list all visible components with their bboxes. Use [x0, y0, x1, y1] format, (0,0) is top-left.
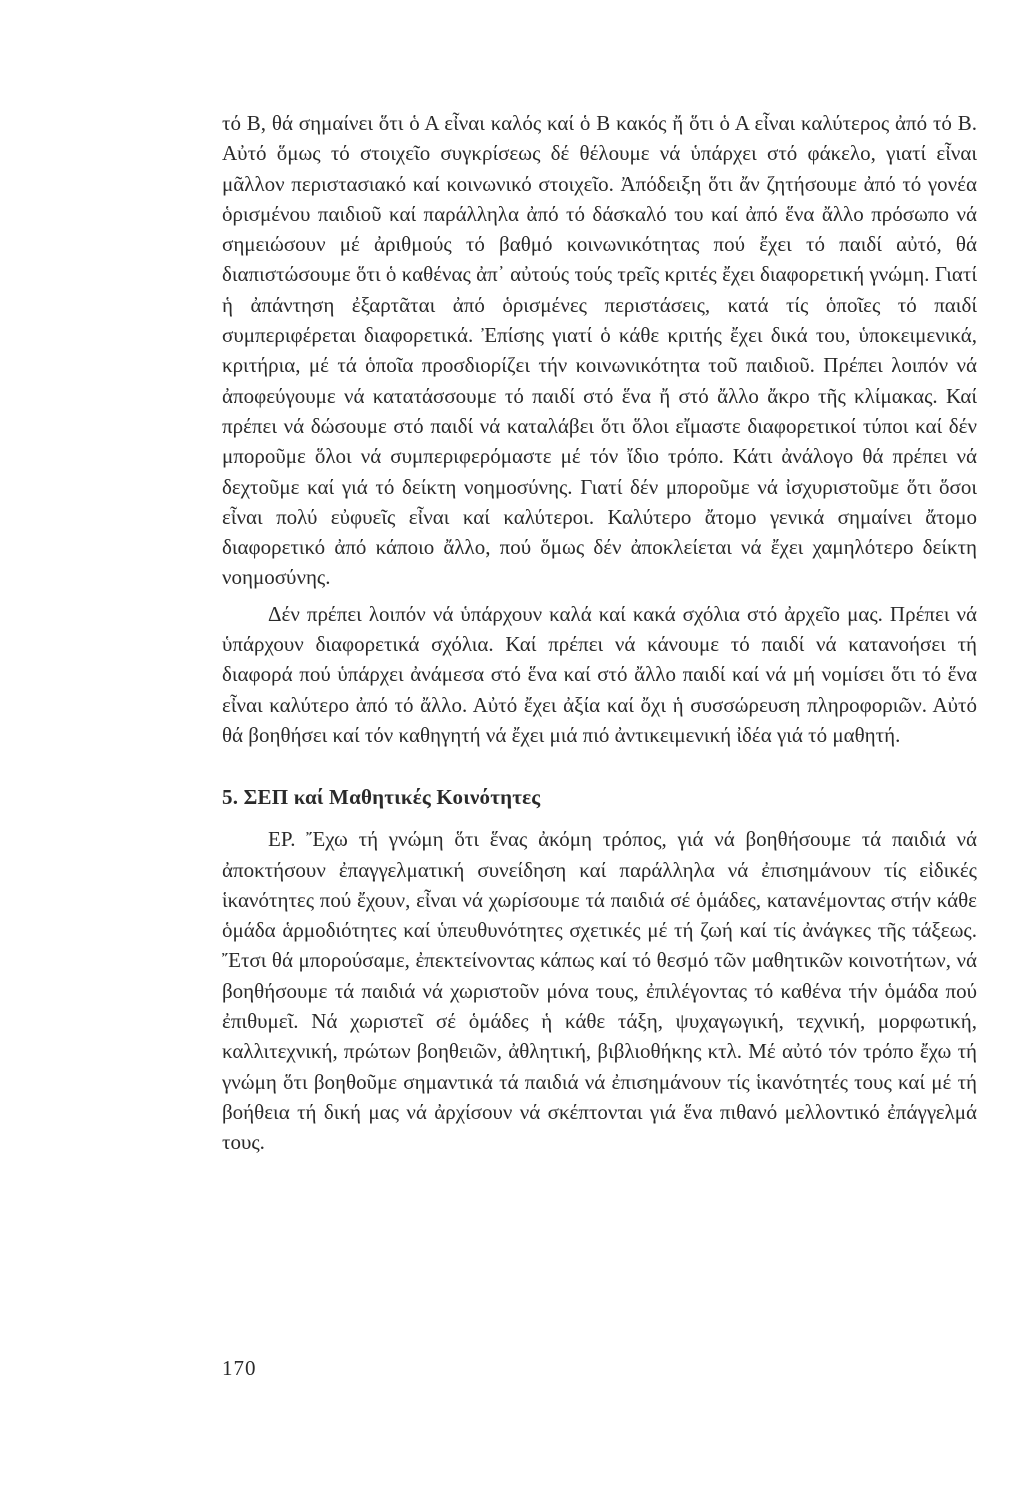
paragraph-comments-archive: Δέν πρέπει λοιπόν νά ὑπάρχουν καλά καί κακά σχόλια στό ἀρχεῖο μας. Πρέπει νά ὑπάρχουν διαφορετικά σχόλια. Καί πρέπει νά κάνουμε τό παιδί νά κατανοήσει τή διαφορά πού ὑπάρχει ἀνάμεσα στό ἕνα καί στό ἄλλο παιδί καί νά μή νομίσει ὅτι τό ἕνα εἶναι καλύτερο ἀπό τό ἄλλο. Αὐτό ἔχει ἀξία καί ὄχι ἡ συσσώρευση πληροφοριῶν. Αὐτό θά βοηθήσει καί τόν καθηγητή νά ἔχει μιά πιό ἀντικειμενική ἰδέα γιά τό μαθητή.: [222, 601, 977, 747]
page-body: [222, 108, 977, 1158]
section-heading: 5. ΣΕΠ καί Μαθητικές Κοινότητες: [222, 785, 541, 810]
page-number: 170: [222, 1356, 257, 1380]
paragraph-student-communities: ΕΡ. Ἔχω τή γνώμη ὅτι ἕνας ἀκόμη τρόπος, γιά νά βοηθήσουμε τά παιδιά νά ἀποκτήσουν ἐπαγγελματική συνείδηση καί παράλληλα νά ἐπισημάνουν τίς εἰδικές ἱκανότητες πού ἔχουν, εἶναι νά χωρίσουμε τά παιδιά σέ ὁμάδες, κατανέμοντας στήν κάθε ὁμάδα ἁρμοδιότητες καί ὑπευθυνότητες σχετικές μέ τή ζωή καί τίς ἀνάγκες τῆς τάξεως. Ἔτσι θά μπορούσαμε, ἐπεκτείνοντας κάπως καί τό θεσμό τῶν μαθητικῶν κοινοτήτων, νά βοηθήσουμε τά παιδιά νά χωριστοῦν μόνα τους, ἐπιλέγοντας τό καθένα τήν ὁμάδα πού ἐπιθυμεῖ. Νά χωριστεῖ σέ ὁμάδες ἡ κάθε τάξη, ψυχαγωγική, τεχνική, μορφωτική, καλλιτεχνική, πρώτων βοηθειῶν, ἀθλητική, βιβλιοθήκης κτλ. Μέ αὐτό τόν τρόπο ἔχω τή γνώμη ὅτι βοηθοῦμε σημαντικά τά παιδιά νά ἐπισημάνουν τίς ἱκανότητές τους καί μέ τή βοήθεια τή δική μας νά ἀρχίσουν νά σκέπτονται γιά ἕνα πιθανό μελλοντικό ἐπάγγελμά τους.: [222, 827, 977, 1155]
paragraph-comparison-records: τό Β, θά σημαίνει ὅτι ὁ Α εἶναι καλός καί ὁ Β κακός ἤ ὅτι ὁ Α εἶναι καλύτερος ἀπό τό Β. Αὐτό ὅμως τό στοιχεῖο συγκρίσεως δέ θέλουμε νά ὑπάρχει στό φάκελο, γιατί εἶναι μᾶλλον περιστασιακό καί κοινωνικό στοιχεῖο. Ἀπόδειξη ὅτι ἄν ζητήσουμε ἀπό τό γονέα ὁρισμένου παιδιοῦ καί παράλληλα ἀπό τό δάσκαλό του καί ἀπό ἕνα ἄλλο πρόσωπο νά σημειώσουν μέ ἀριθμούς τό βαθμό κοινωνικότητας πού ἔχει τό παιδί αὐτό, θά διαπιστώσουμε ὅτι ὁ καθένας ἀπ᾽ αὐτούς τούς τρεῖς κριτές ἔχει διαφορετική γνώμη. Γιατί ἡ ἀπάντηση ἐξαρτᾶται ἀπό ὁρισμένες περιστάσεις, κατά τίς ὁποῖες τό παιδί συμπεριφέρεται διαφορετικά. Ἐπίσης γιατί ὁ κάθε κριτής ἔχει δικά του, ὑποκειμενικά, κριτήρια, μέ τά ὁποῖα προσδιορίζει τήν κοινωνικότητα τοῦ παιδιοῦ. Πρέπει λοιπόν νά ἀποφεύγουμε νά κατατάσσουμε τό παιδί στό ἕνα ἤ στό ἄλλο ἄκρο τῆς κλίμακας. Καί πρέπει νά δώσουμε στό παιδί νά καταλάβει ὅτι ὅλοι εἴμαστε διαφορετικοί τύποι καί δέν μποροῦμε ὅλοι νά συμπεριφερόμαστε μέ τόν ἴδιο τρόπο. Κάτι ἀνάλογο θά πρέπει νά δεχτοῦμε καί γιά τό δείκτη νοημοσύνης. Γιατί δέν μποροῦμε νά ἰσχυριστοῦμε ὅτι ὅσοι εἶναι πολύ εὐφυεῖς εἶναι καί καλύτεροι. Καλύτερο ἄτομο γενικά σημαίνει ἄτομο διαφορετικό ἀπό κάποιο ἄλλο, πού ὅμως δέν ἀποκλείεται νά ἔχει χαμηλότερο δείκτη νοημοσύνης.: [222, 111, 977, 590]
